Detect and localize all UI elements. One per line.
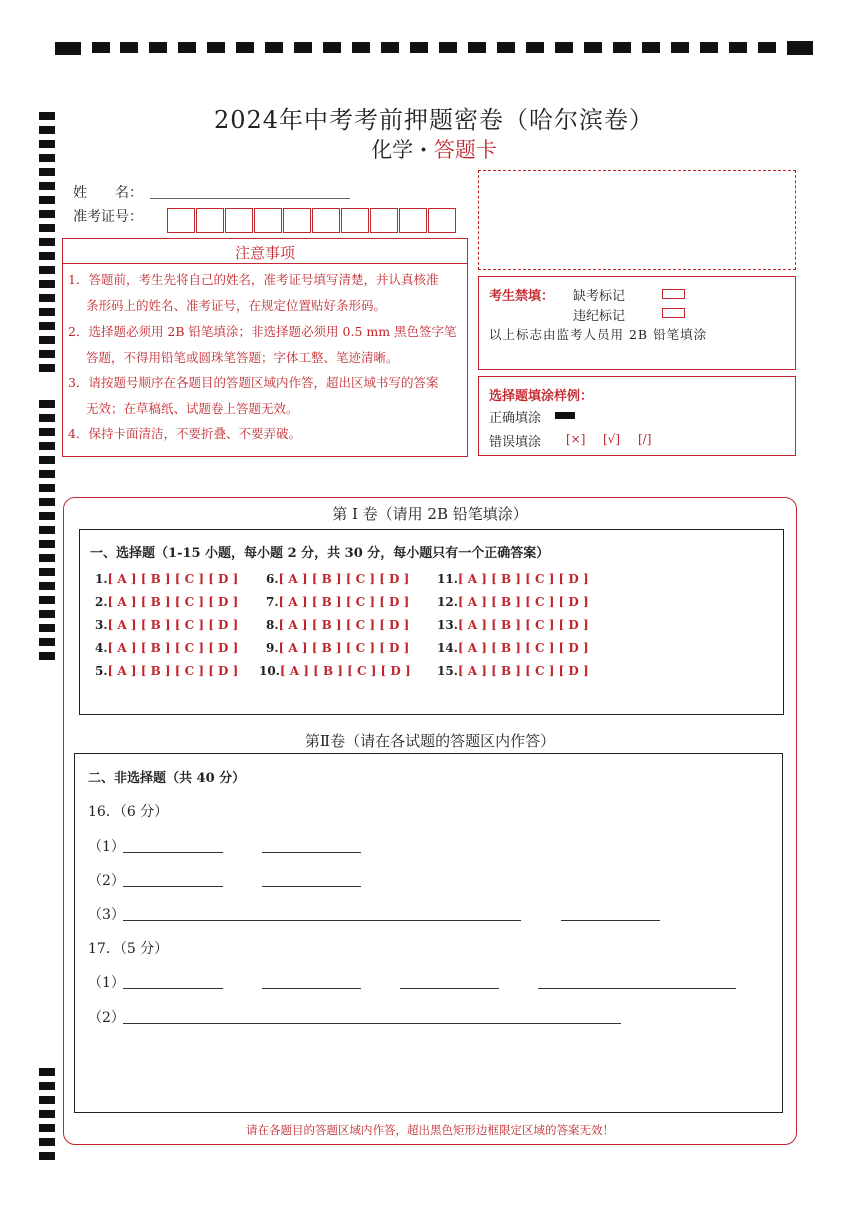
id-digit-box[interactable] [399, 208, 427, 233]
timing-mark [613, 42, 631, 53]
choice-question-3[interactable]: 3.[ A ] [ B ] [ C ] [ D ] [95, 618, 239, 632]
timing-mark [39, 456, 55, 464]
timing-mark [39, 1110, 55, 1118]
notice-item: 3．请按题号顺序在各题目的答题区域内作答，超出区域书写的答案 [68, 375, 439, 390]
timing-mark [39, 294, 55, 302]
timing-mark [39, 1138, 55, 1146]
timing-mark [149, 42, 167, 53]
correct-label: 正确填涂 [489, 411, 542, 426]
name-field[interactable] [150, 198, 350, 199]
q16-sub3-label: （3） [88, 907, 125, 923]
timing-mark [39, 336, 55, 344]
id-digit-box[interactable] [225, 208, 253, 233]
timing-mark [381, 42, 399, 53]
timing-mark [39, 554, 55, 562]
absent-mark-box[interactable] [662, 289, 685, 299]
choice-question-10[interactable]: 10.[ A ] [ B ] [ C ] [ D ] [259, 664, 411, 678]
page-subtitle [0, 134, 868, 164]
q17-1-blank-d[interactable] [538, 988, 736, 989]
timing-mark [39, 1096, 55, 1104]
notice-item: 条形码上的姓名、准考证号，在规定位置贴好条形码。 [86, 298, 387, 313]
part2-title: 第Ⅱ卷（请在各试题的答题区内作答） [304, 732, 556, 750]
timing-mark [39, 322, 55, 330]
wrong-sample-x: [×] [566, 432, 586, 446]
q16-sub2-label: （2） [88, 873, 125, 889]
notice-item: 无效；在草稿纸、试题卷上答题无效。 [86, 401, 299, 416]
timing-mark [39, 526, 55, 534]
timing-mark [265, 42, 283, 53]
timing-mark [39, 400, 55, 408]
id-digit-box[interactable] [428, 208, 456, 233]
wrong-label: 错误填涂 [489, 435, 542, 450]
subtitle-card: 答题卡 [433, 138, 497, 162]
choice-question-4[interactable]: 4.[ A ] [ B ] [ C ] [ D ] [95, 641, 239, 655]
notice-item: 1．答题前，考生先将自己的姓名，准考证号填写清楚，并认真核准 [68, 272, 439, 287]
choice-question-6[interactable]: 6.[ A ] [ B ] [ C ] [ D ] [266, 572, 410, 586]
choice-question-8[interactable]: 8.[ A ] [ B ] [ C ] [ D ] [266, 618, 410, 632]
timing-mark [39, 364, 55, 372]
id-digit-box[interactable] [254, 208, 282, 233]
timing-mark [671, 42, 689, 53]
timing-mark [39, 182, 55, 190]
timing-mark [39, 1068, 55, 1076]
timing-mark [323, 42, 341, 53]
timing-mark [39, 484, 55, 492]
q17-1-blank-b[interactable] [262, 988, 361, 989]
timing-mark [39, 442, 55, 450]
forbidden-note: 以上标志由监考人员用 2B 铅笔填涂 [489, 327, 708, 342]
timing-mark [120, 42, 138, 53]
violation-label: 违纪标记 [573, 309, 626, 324]
timing-mark [352, 42, 370, 53]
notice-item: 4．保持卡面清洁，不要折叠、不要弄破。 [68, 426, 301, 441]
choice-question-11[interactable]: 11.[ A ] [ B ] [ C ] [ D ] [437, 572, 589, 586]
timing-mark [758, 42, 776, 53]
q16-sub1-label: （1） [88, 839, 125, 855]
wrong-sample-check: [√] [603, 432, 621, 446]
wrong-sample-slash: [/] [638, 432, 652, 446]
choice-question-15[interactable]: 15.[ A ] [ B ] [ C ] [ D ] [437, 664, 589, 678]
timing-mark [39, 266, 55, 274]
timing-mark [39, 196, 55, 204]
id-label: 准考证号： [73, 209, 143, 225]
timing-mark [207, 42, 225, 53]
part2-section-title: 二、非选择题（共 40 分） [88, 771, 246, 786]
q17-sub1-label: （1） [88, 975, 125, 991]
q16-3-blank-a[interactable] [123, 920, 521, 921]
timing-mark [39, 224, 55, 232]
timing-mark [39, 1152, 55, 1160]
page-title: 2024年中考考前押题密卷（哈尔滨卷） [213, 106, 655, 134]
timing-mark [39, 414, 55, 422]
sample-title: 选择题填涂样例： [489, 389, 594, 404]
timing-mark [39, 252, 55, 260]
id-digit-box[interactable] [283, 208, 311, 233]
choice-question-14[interactable]: 14.[ A ] [ B ] [ C ] [ D ] [437, 641, 589, 655]
choice-question-13[interactable]: 13.[ A ] [ B ] [ C ] [ D ] [437, 618, 589, 632]
timing-mark [39, 1124, 55, 1132]
choice-question-7[interactable]: 7.[ A ] [ B ] [ C ] [ D ] [266, 595, 410, 609]
id-digit-box[interactable] [196, 208, 224, 233]
name-label: 姓 名： [73, 185, 143, 201]
timing-mark [410, 42, 428, 53]
barcode-area [478, 170, 796, 270]
choice-question-9[interactable]: 9.[ A ] [ B ] [ C ] [ D ] [266, 641, 410, 655]
subtitle-subject: 化学 [371, 138, 414, 162]
id-digit-box[interactable] [312, 208, 340, 233]
notice-item: 答题，不得用铅笔或圆珠笔答题；字体工整、笔迹清晰。 [86, 350, 399, 365]
timing-mark [178, 42, 196, 53]
id-digit-box[interactable] [370, 208, 398, 233]
timing-mark [526, 42, 544, 53]
timing-mark [439, 42, 457, 53]
timing-mark [39, 308, 55, 316]
notice-item: 2．选择题必须用 2B 铅笔填涂；非选择题必须用 0.5 mm 黑色签字笔 [68, 324, 457, 339]
timing-mark [55, 42, 81, 55]
notice-title: 注意事项 [234, 244, 295, 262]
timing-mark [39, 1082, 55, 1090]
q17-1-blank-a[interactable] [123, 988, 223, 989]
q16-2-blank-b[interactable] [262, 886, 361, 887]
q17-2-blank[interactable] [123, 1023, 621, 1024]
question-17-label: 17．（5 分） [88, 941, 169, 957]
timing-mark [39, 210, 55, 218]
timing-mark [39, 498, 55, 506]
timing-mark [39, 610, 55, 618]
timing-mark [787, 41, 813, 55]
timing-mark [236, 42, 254, 53]
timing-mark [39, 350, 55, 358]
timing-mark [92, 42, 110, 53]
question-16-label: 16．（6 分） [88, 804, 169, 820]
choice-question-5[interactable]: 5.[ A ] [ B ] [ C ] [ D ] [95, 664, 239, 678]
timing-mark [700, 42, 718, 53]
timing-mark [294, 42, 312, 53]
id-digit-box[interactable] [341, 208, 369, 233]
part2-box [74, 753, 783, 1113]
timing-mark [39, 168, 55, 176]
q17-1-blank-c[interactable] [400, 988, 499, 989]
timing-mark [584, 42, 602, 53]
timing-mark [39, 470, 55, 478]
timing-mark [729, 42, 747, 53]
timing-mark [642, 42, 660, 53]
choice-question-2[interactable]: 2.[ A ] [ B ] [ C ] [ D ] [95, 595, 239, 609]
footer-note: 请在各题目的答题区域内作答，超出黑色矩形边框限定区域的答案无效！ [246, 1123, 614, 1137]
timing-mark [39, 624, 55, 632]
timing-mark [39, 596, 55, 604]
q16-2-blank-a[interactable] [123, 886, 223, 887]
id-digit-box[interactable] [167, 208, 195, 233]
part1-title: 第 I 卷（请用 2B 铅笔填涂） [332, 505, 528, 523]
timing-mark [39, 280, 55, 288]
timing-mark [39, 582, 55, 590]
timing-mark [39, 540, 55, 548]
part1-section-title: 一、选择题（1-15 小题，每小题 2 分，共 30 分，每小题只有一个正确答案） [90, 546, 550, 561]
timing-mark [39, 638, 55, 646]
choice-question-12[interactable]: 12.[ A ] [ B ] [ C ] [ D ] [437, 595, 589, 609]
timing-mark [39, 652, 55, 660]
timing-mark [39, 238, 55, 246]
violation-mark-box[interactable] [662, 308, 685, 318]
timing-mark [39, 568, 55, 576]
q16-1-blank-a[interactable] [123, 852, 223, 853]
q16-3-blank-b[interactable] [561, 920, 660, 921]
timing-mark [497, 42, 515, 53]
q16-1-blank-b[interactable] [262, 852, 361, 853]
timing-mark [468, 42, 486, 53]
timing-mark [39, 428, 55, 436]
subtitle-dot: · [419, 137, 428, 162]
correct-fill-sample [555, 412, 575, 419]
absent-label: 缺考标记 [573, 289, 626, 304]
choice-question-1[interactable]: 1.[ A ] [ B ] [ C ] [ D ] [95, 572, 239, 586]
q17-sub2-label: （2） [88, 1010, 125, 1026]
forbidden-title: 考生禁填： [489, 289, 555, 304]
timing-mark [555, 42, 573, 53]
timing-mark [39, 512, 55, 520]
